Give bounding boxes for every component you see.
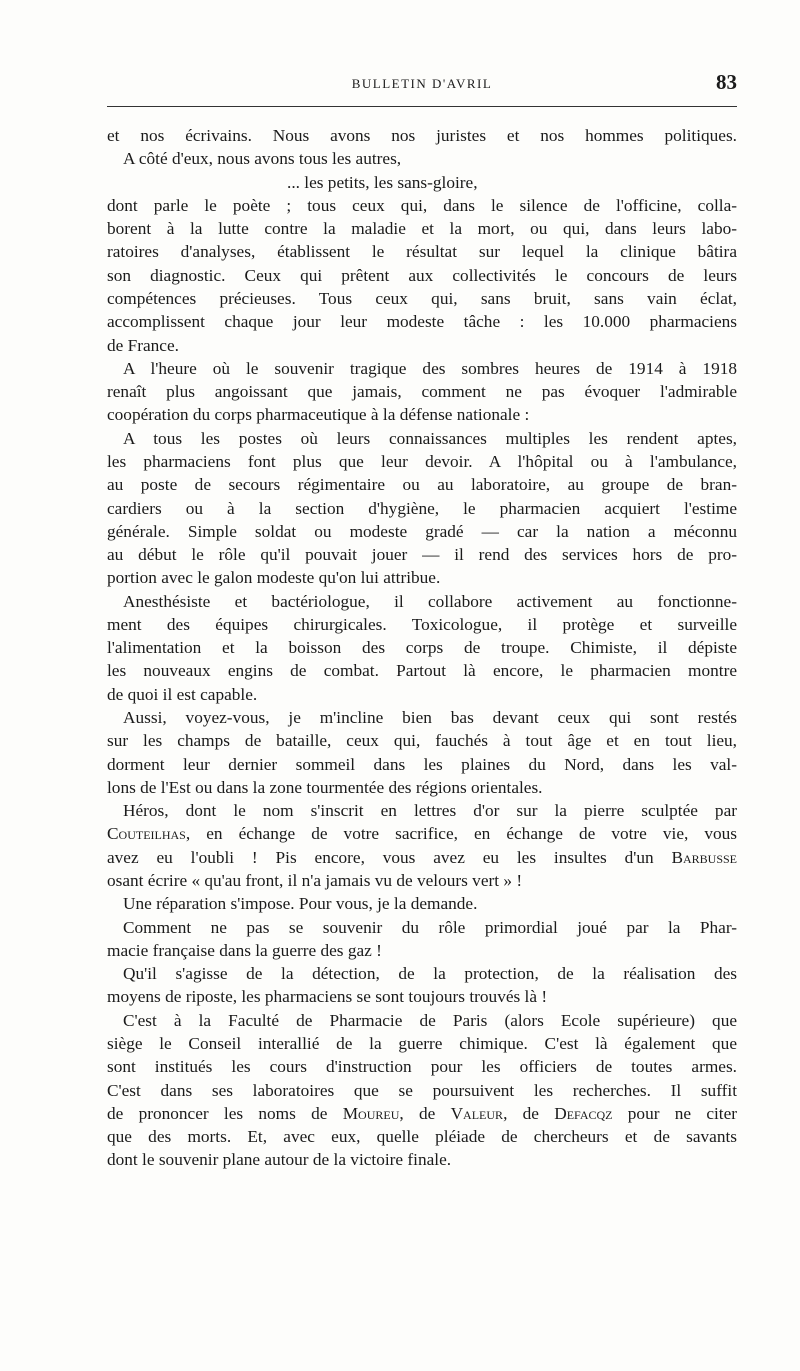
verse-line: ... les petits, les sans-gloire, xyxy=(287,172,478,192)
text-line: macie française dans la guerre des gaz ! xyxy=(107,940,382,960)
text-line: sont institués les cours d'instruction pour les officiers de toutes armes. xyxy=(107,1057,737,1077)
text-line: Comment ne pas se souvenir du rôle primordial joué par la Phar- xyxy=(123,917,737,937)
proper-name: Valeur xyxy=(450,1103,504,1123)
body-text xyxy=(107,124,737,1172)
text-line: C'est dans ses laboratoires que se poursuivent les recherches. Il suffit xyxy=(107,1080,737,1100)
text-line: renaît plus angoissant que jamais, comment ne pas évoquer l'admirable xyxy=(107,382,737,402)
text-line: coopération du corps pharmaceutique à la défense nationale : xyxy=(107,405,530,425)
text-line: Aussi, voyez-vous, je m'incline bien bas devant ceux qui sont restés xyxy=(123,708,737,728)
text-line: lons de l'Est ou dans la zone tourmentée des régions orientales. xyxy=(107,777,543,797)
text-line: cardiers ou à la section d'hygiène, le pharmacien acquiert l'estime xyxy=(107,498,737,518)
text-line: de quoi il est capable. xyxy=(107,684,258,704)
text-line: de France. xyxy=(107,335,179,355)
text-line: siège le Conseil interallié de la guerre chimique. C'est là également que xyxy=(107,1033,737,1053)
text-line: son diagnostic. Ceux qui prêtent aux collectivités le concours de leurs xyxy=(107,265,737,285)
text-line: osant écrire « qu'au front, il n'a jamais vu de velours vert » ! xyxy=(107,871,523,890)
text-line: sur les champs de bataille, ceux qui, fauchés à tout âge et en tout lieu, xyxy=(107,731,737,751)
proper-name: Defacqz xyxy=(554,1103,613,1123)
text-line: que des morts. Et, avec eux, quelle pléiade de chercheurs et de savants xyxy=(107,1127,737,1147)
text-line: dont le souvenir plane autour de la victoire finale. xyxy=(107,1150,452,1170)
text-line: les nouveaux engins de combat. Partout là encore, le pharmacien montre xyxy=(107,661,737,681)
proper-name: Moureu xyxy=(342,1103,400,1123)
text-line: C'est à la Faculté de Pharmacie de Paris (alors Ecole supérieure) que xyxy=(123,1010,737,1030)
text-line-smallcaps: avez eu l'oubli ! Pis encore, vous avez eu les insultes d'un Barbusse xyxy=(107,847,737,867)
proper-name: Couteilhas xyxy=(107,824,186,844)
text-line: dont parle le poète ; tous ceux qui, dans le silence de l'officine, colla- xyxy=(107,195,737,215)
text-line: au début le rôle qu'il pouvait jouer — il rend des services hors de pro- xyxy=(107,545,737,565)
proper-name: Barbusse xyxy=(671,847,737,867)
text-line: borent à la lutte contre la maladie et la mort, ou qui, dans leurs labo- xyxy=(107,219,737,239)
header-rule xyxy=(107,106,737,107)
text-line: dorment leur dernier sommeil dans les plaines du Nord, dans les val- xyxy=(107,754,737,774)
text-line: générale. Simple soldat ou modeste gradé — car la nation a méconnu xyxy=(107,521,737,541)
text-line: ratoires d'analyses, établissent le résultat sur lequel la clinique bâtira xyxy=(107,242,737,262)
text-line: les pharmaciens font plus que leur devoir. A l'hôpital ou à l'ambulance, xyxy=(107,451,737,471)
page-number: 83 xyxy=(716,70,737,94)
text-line: compétences précieuses. Tous ceux qui, sans bruit, sans vain éclat, xyxy=(107,288,737,308)
text-line: accomplissent chaque jour leur modeste tâche : les 10.000 pharmaciens xyxy=(107,312,737,332)
running-title: BULLETIN D'AVRIL xyxy=(351,76,493,91)
text-line: A l'heure où le souvenir tragique des sombres heures de 1914 à 1918 xyxy=(123,358,737,378)
text-line-smallcaps: de prononcer les noms de Moureu, de Valeur, de Defacqz pour ne citer xyxy=(107,1103,738,1123)
running-header xyxy=(107,70,737,104)
text-line: au poste de secours régimentaire ou au laboratoire, au groupe de bran- xyxy=(107,475,737,495)
text-line: moyens de riposte, les pharmaciens se sont toujours trouvés là ! xyxy=(107,987,548,1007)
text-line: et nos écrivains. Nous avons nos juristes et nos hommes politiques. xyxy=(107,126,737,145)
text-line: l'alimentation et la boisson des corps de troupe. Chimiste, il dépiste xyxy=(107,638,737,658)
text-line: Une réparation s'impose. Pour vous, je la demande. xyxy=(123,894,478,914)
text-line: Héros, dont le nom s'inscrit en lettres d'or sur la pierre sculptée par xyxy=(123,801,737,821)
text-line: ment des équipes chirurgicales. Toxicologue, il protège et surveille xyxy=(107,614,737,634)
text-line: A tous les postes où leurs connaissances multiples les rendent aptes, xyxy=(123,428,737,448)
text-line: portion avec le galon modeste qu'on lui attribue. xyxy=(107,568,441,588)
text-line: Qu'il s'agisse de la détection, de la protection, de la réalisation des xyxy=(123,964,737,984)
text-line: A côté d'eux, nous avons tous les autres, xyxy=(123,149,402,169)
text-line-smallcaps: Couteilhas, en échange de votre sacrifice, en échange de votre vie, vous xyxy=(107,824,737,844)
text-line: Anesthésiste et bactériologue, il collabore activement au fonctionne- xyxy=(123,591,737,611)
